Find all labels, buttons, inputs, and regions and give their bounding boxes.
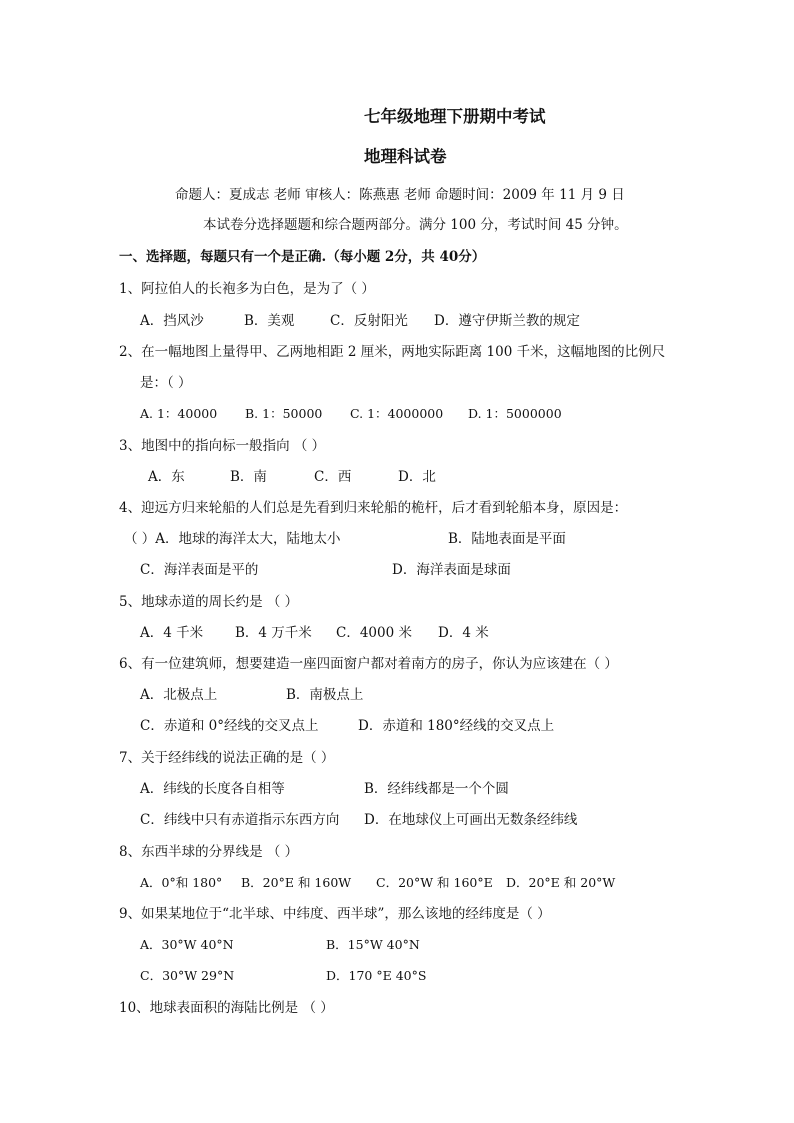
question-2: 2、在一幅地图上量得甲、乙两地相距 2 厘米，两地实际距离 100 千米，这幅地图的比例尺 [119, 344, 666, 360]
q3-option-c: C．西 [314, 469, 352, 485]
question-1: 1、阿拉伯人的长袍多为白色，是为了（ ） [119, 281, 375, 297]
q7-option-d: D．在地球仪上可画出无数条经纬线 [364, 812, 578, 828]
exam-title: 七年级地理下册期中考试 [364, 107, 546, 126]
q5-option-c: C．4000 米 [336, 625, 412, 641]
question-6: 6、有一位建筑师，想要建造一座四面窗户都对着南方的房子，你认为应该建在（ ） [119, 656, 618, 672]
q2-option-d: D. 1：5000000 [468, 406, 562, 421]
q8-option-c: C．20°W 和 160°E [376, 875, 493, 890]
question-3: 3、地图中的指向标一般指向 （ ） [119, 438, 326, 454]
q4-option-d: D．海洋表面是球面 [392, 562, 511, 578]
q5-option-b: B．4 万千米 [235, 625, 312, 641]
section-heading: 一、选择题，每题只有一个是正确.（每小题 2分，共 40分） [119, 249, 486, 265]
q2-option-a: A. 1：40000 [140, 406, 218, 421]
question-7: 7、关于经纬线的说法正确的是（ ） [119, 750, 335, 766]
q1-option-c: C．反射阳光 [330, 313, 408, 329]
exam-authors: 命题人：夏成志 老师 审核人：陈燕惠 老师 命题时间：2009 年 11 月 9 日 [175, 187, 625, 203]
q8-option-b: B．20°E 和 160W [241, 875, 352, 890]
q4-option-b: B．陆地表面是平面 [448, 531, 566, 547]
q7-option-c: C．纬线中只有赤道指示东西方向 [140, 812, 340, 828]
q1-option-d: D．遵守伊斯兰教的规定 [434, 313, 580, 329]
q7-option-a: A．纬线的长度各自相等 [140, 781, 285, 797]
q3-option-b: B．南 [230, 469, 267, 485]
question-4: 4、迎远方归来轮船的人们总是先看到归来轮船的桅杆，后才看到轮船本身，原因是： [119, 500, 628, 516]
q1-option-b: B．美观 [244, 313, 295, 329]
q2-option-b: B. 1：50000 [245, 406, 323, 421]
q6-option-b: B．南极点上 [286, 687, 364, 703]
q1-option-a: A．挡风沙 [140, 313, 204, 329]
q9-option-b: B．15°W 40°N [326, 937, 420, 952]
question-5: 5、地球赤道的周长约是 （ ） [119, 594, 299, 610]
q3-option-a: A．东 [148, 469, 185, 485]
question-2-cont: 是：（ ） [140, 375, 192, 391]
q9-option-c: C．30°W 29°N [140, 968, 235, 983]
q5-option-a: A．4 千米 [140, 625, 204, 641]
question-8: 8、东西半球的分界线是 （ ） [119, 844, 299, 860]
q6-option-d: D．赤道和 180°经线的交叉点上 [358, 718, 555, 734]
question-9: 9、如果某地位于“北半球、中纬度、西半球”，那么该地的经纬度是（ ） [119, 906, 551, 922]
q5-option-d: D．4 米 [438, 625, 489, 641]
q3-option-d: D．北 [398, 469, 436, 485]
q6-option-c: C．赤道和 0°经线的交叉点上 [140, 718, 319, 734]
q8-option-d: D．20°E 和 20°W [506, 875, 616, 890]
q9-option-d: D．170 °E 40°S [326, 968, 427, 983]
q4-option-c: C．海洋表面是平的 [140, 562, 259, 578]
q4-option-a: （ ）A．地球的海洋太大，陆地太小 [124, 531, 341, 547]
q8-option-a: A．0°和 180° [140, 875, 223, 890]
q2-option-c: C. 1：4000000 [350, 406, 444, 421]
q7-option-b: B．经纬线都是一个个圆 [364, 781, 509, 797]
q9-option-a: A．30°W 40°N [140, 937, 234, 952]
question-10: 10、地球表面积的海陆比例是 （ ） [119, 1000, 334, 1016]
exam-subtitle: 地理科试卷 [364, 147, 447, 166]
exam-note: 本试卷分选择题题和综合题两部分。满分 100 分，考试时间 45 分钟。 [203, 217, 628, 233]
q6-option-a: A．北极点上 [140, 687, 218, 703]
